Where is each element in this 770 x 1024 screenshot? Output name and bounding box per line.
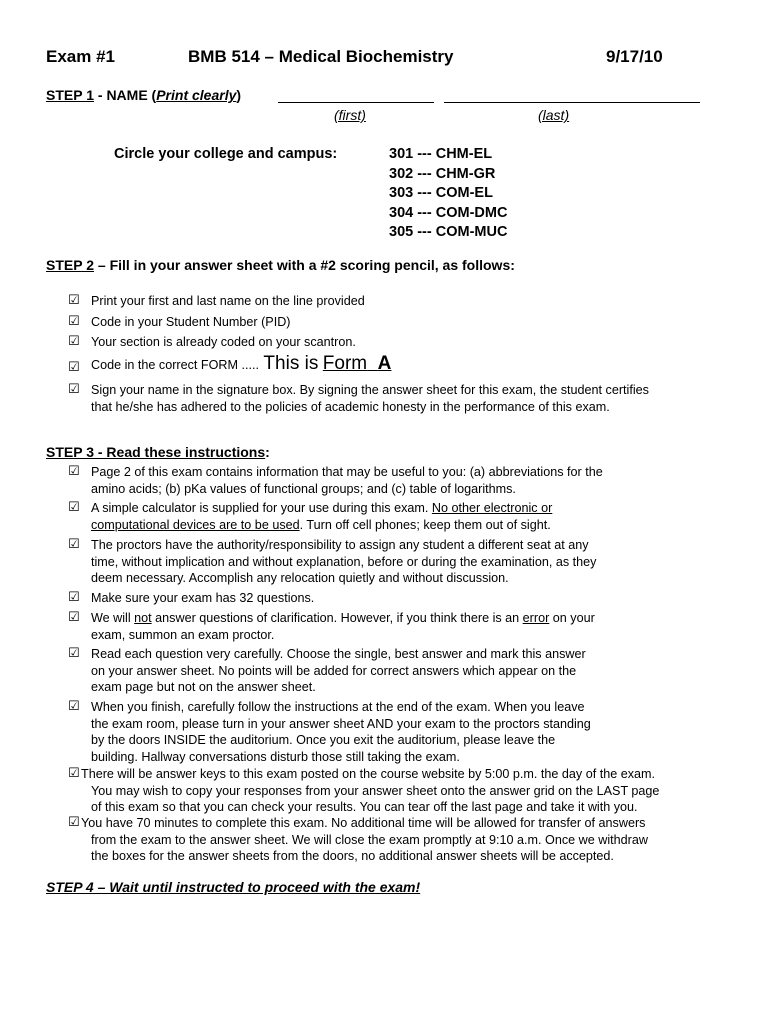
checkbox-checked-icon: ☑ (68, 464, 80, 479)
exam-number: Exam #1 (46, 47, 115, 66)
instruction-item: A simple calculator is supplied for your use during this exam. No other electronic or computational devices are to be used. Turn off cell phones; keep them out of sight. (91, 501, 553, 532)
step2-title-rest: – Fill in your answer sheet with a #2 scoring pencil, as follows: (94, 257, 515, 273)
checkbox-checked-icon: ☑ (68, 314, 80, 329)
instruction-item-cont: You may wish to copy your responses from your answer sheet onto the answer grid on the LAST page of this exam so that you can check your results. You can tear off the last page and take it with you. (91, 783, 660, 815)
campus-option[interactable]: 305 --- COM-MUC (389, 224, 508, 241)
step2-item: Print your first and last name on the line provided (91, 294, 365, 308)
checkbox-checked-icon: ☑ (68, 500, 80, 515)
step1-name-line (46, 87, 241, 103)
checkbox-checked-icon: ☑ (68, 815, 80, 830)
step3-title: STEP 3 - Read these instructions: (46, 444, 270, 460)
campus-option[interactable]: 301 --- CHM-EL (389, 146, 493, 162)
form-prefix: Code in the correct FORM ..... (91, 358, 259, 372)
checkbox-checked-icon: ☑ (68, 293, 80, 308)
instruction-item: Make sure your exam has 32 questions. (91, 591, 315, 605)
campus-list (389, 145, 507, 243)
course-title: BMB 514 – Medical Biochemistry (188, 47, 454, 66)
step1-name-prefix: - NAME ( (94, 87, 157, 103)
form-line (91, 353, 391, 375)
instruction-item: Read each question very carefully. Choose the single, best answer and mark this answer on your answer sheet. No points will be added for correct answers which appear on the exam page but not on the answer sheet. (91, 647, 586, 695)
step1-name-suffix: ) (236, 87, 242, 103)
form-letter: A (377, 353, 392, 374)
checkbox-checked-icon: ☑ (68, 699, 80, 714)
checkbox-checked-icon: ☑ (68, 334, 80, 349)
instruction-item: The proctors have the authority/responsibility to assign any student a different seat at any time, without implication and without explanation, before or during the examination, as they deem necessary. Accomplish any relocation quietly and without discussion. (91, 538, 597, 586)
exam-date: 9/17/10 (606, 47, 663, 66)
checkbox-checked-icon: ☑ (68, 360, 80, 375)
form-this-is: This is (263, 353, 319, 374)
first-name-blank[interactable] (278, 88, 434, 108)
checkbox-checked-icon: ☑ (68, 382, 80, 397)
campus-option[interactable]: 302 --- CHM-GR (389, 165, 496, 182)
instruction-item: When you finish, carefully follow the instructions at the end of the exam. When you leave the exam room, please turn in your answer sheet AND your exam to the proctors standing by the doors INSIDE the auditorium. Once you exit the auditorium, please leave the building. Hallway conversations disturb those still taking the exam. (91, 700, 591, 764)
sign-instruction: Sign your name in the signature box. By signing the answer sheet for this exam, the student certifies that he/she has adhered to the policies of academic honesty in the performance of this exam. (91, 383, 649, 414)
campus-option[interactable]: 304 --- COM-DMC (389, 204, 508, 221)
step2-item: Code in your Student Number (PID) (91, 315, 291, 329)
campus-option[interactable]: 303 --- COM-EL (389, 185, 493, 202)
instruction-item: You have 70 minutes to complete this exam. No additional time will be allowed for transfer of answers (81, 816, 646, 830)
instruction-item: We will not answer questions of clarification. However, if you think there is an error on your exam, summon an exam proctor. (91, 611, 595, 642)
step2-label: STEP 2 (46, 257, 94, 273)
step2-title (46, 257, 515, 273)
instruction-item: There will be answer keys to this exam posted on the course website by 5:00 p.m. the day of the exam. (81, 767, 656, 781)
last-label: (last) (538, 107, 570, 123)
last-name-blank[interactable] (444, 88, 700, 108)
instruction-item-cont: from the exam to the answer sheet. We will close the exam promptly at 9:10 a.m. Once we withdraw the boxes for the answer sheets from the doors, no additional answer sheets will be accepted. (91, 832, 648, 864)
form-word: Form (322, 353, 368, 374)
step2-item: Your section is already coded on your scantron. (91, 335, 356, 349)
checkbox-checked-icon: ☑ (68, 590, 80, 605)
step4-instruction: STEP 4 – Wait until instructed to proceed with the exam! (46, 879, 421, 895)
instruction-item: Page 2 of this exam contains information that may be useful to you: (a) abbreviations for the amino acids; (b) pKa values of functional groups; and (c) table of logarithms. (91, 465, 603, 496)
print-clearly: Print clearly (156, 87, 237, 103)
checkbox-checked-icon: ☑ (68, 610, 80, 625)
checkbox-checked-icon: ☑ (68, 766, 80, 781)
first-label: (first) (334, 107, 366, 123)
checkbox-checked-icon: ☑ (68, 646, 80, 661)
step1-label: STEP 1 (46, 87, 94, 103)
checkbox-checked-icon: ☑ (68, 537, 80, 552)
circle-campus-label: Circle your college and campus: (114, 146, 338, 162)
